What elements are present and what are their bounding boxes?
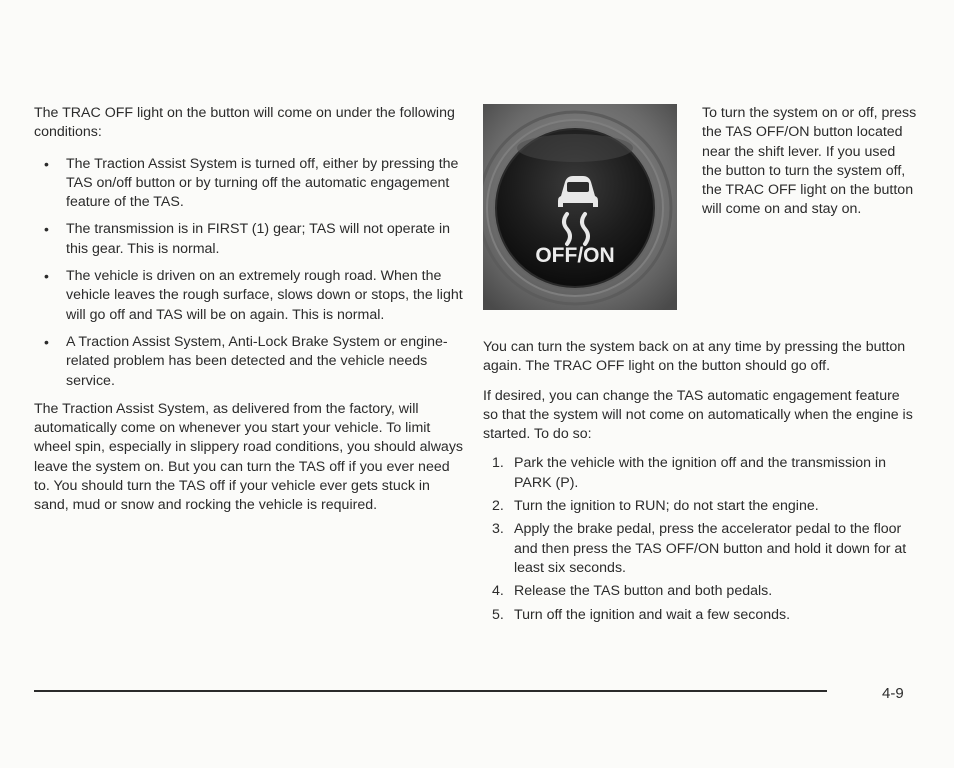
step-number: 2.	[492, 498, 504, 515]
page-number: 4-9	[882, 685, 904, 702]
step-text: Turn off the ignition and wait a few seconds.	[514, 606, 791, 623]
list-item	[483, 454, 913, 493]
list-item	[483, 582, 913, 601]
tas-button-photo	[483, 104, 677, 310]
step-number: 4.	[492, 583, 504, 600]
step-text: Turn the ignition to RUN; do not start the engine.	[514, 498, 819, 515]
list-item	[483, 497, 913, 516]
list-item	[483, 606, 913, 625]
step-number: 3.	[492, 521, 504, 538]
off-on-label: OFF/ON	[535, 244, 615, 267]
list-item: • The transmission is in FIRST (1) gear; TAS will not operate in this gear. This is normal.	[34, 220, 464, 259]
step-number: 1.	[492, 455, 504, 472]
footer-rule	[34, 690, 827, 692]
right-column	[483, 338, 913, 629]
automatic-engagement-paragraph: If desired, you can change the TAS automatic engagement feature so that the system will not come on automatically when the engine is started. To do so:	[483, 387, 913, 443]
list-item: • A Traction Assist System, Anti-Lock Brake System or engine-related problem has been detected and the vehicle needs service.	[34, 333, 464, 391]
list-item: • The Traction Assist System is turned off, either by pressing the TAS on/off button or by turning off the automatic engagement feature of the TAS.	[34, 155, 464, 213]
list-item	[483, 520, 913, 578]
conditions-list	[34, 155, 464, 391]
steps-list	[483, 454, 913, 624]
step-text: Release the TAS button and both pedals.	[514, 583, 773, 600]
step-number: 5.	[492, 606, 504, 623]
intro-paragraph: The TRAC OFF light on the button will come on under the following conditions:	[34, 105, 455, 141]
left-column	[34, 104, 464, 524]
turn-back-on-paragraph: You can turn the system back on at any time by pressing the button again. The TRAC OFF light on the button should go off.	[483, 339, 906, 375]
step-text: Apply the brake pedal, press the accelerator pedal to the floor and then press the TAS OFF/ON button and hold it down for at least six seconds.	[514, 521, 907, 576]
step-text: Park the vehicle with the ignition off and the transmission in PARK (P).	[514, 455, 886, 491]
photo-caption: To turn the system on or off, press the TAS OFF/ON button located near the shift lever. If you used the button to turn the system off, the TRAC OFF light on the button will come on and stay on.	[702, 105, 917, 218]
list-item: • The vehicle is driven on an extremely rough road. When the vehicle leaves the rough surface, slows down or stops, the light will go off and TAS will be on again. This is normal.	[34, 267, 464, 325]
factory-paragraph: The Traction Assist System, as delivered from the factory, will automatically come on whenever you start your vehicle. To limit wheel spin, especially in slippery road conditions, you should always leave the system on. But you can turn the TAS off if you ever need to. You should turn the TAS off if your vehicle ever gets stuck in sand, mud or snow and rocking the vehicle is required.	[34, 400, 464, 514]
tas-button-illustration	[483, 104, 677, 310]
